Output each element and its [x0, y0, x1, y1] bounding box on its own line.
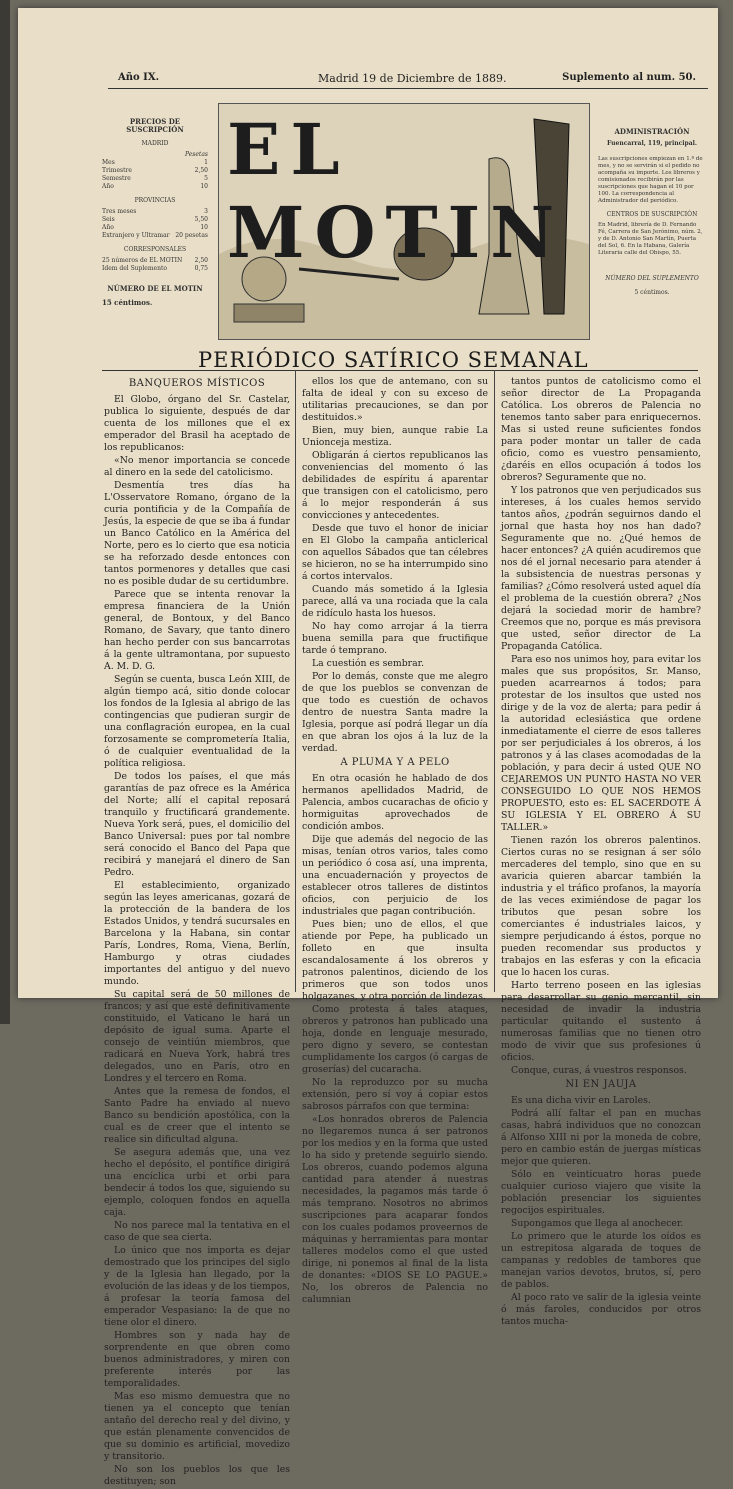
price-row-value: 20 pesetas [175, 232, 208, 239]
paragraph: Se asegura además que, una vez hecho el depósito, el pontífice dirigirá una encíclica urbi et orbi para bendecir á todos los que, siguiendo su ejemplo, coloquen fondos en aquella caja. [104, 1147, 290, 1218]
numero-label: NÚMERO DE EL MOTIN [107, 284, 203, 293]
price-row [102, 159, 208, 167]
paragraph: El establecimiento, organizado según las leyes americanas, gozará de la protección de la bandera de los Estados Unidos, y tendrá sucursales en Barcelona y la Habana, sin contar París, Londres, Roma, Viena, Berlín, Hamburgo y otras ciudades importantes del antiguo y del nuevo mundo. [104, 880, 290, 987]
date: Madrid 19 de Diciembre de 1889. [318, 72, 507, 85]
price-row-value: 5,50 [194, 216, 208, 223]
price-row [102, 167, 208, 175]
price-row-value: 3 [204, 208, 208, 215]
price-row-label: Extranjero y Ultramar [102, 232, 170, 239]
price-row-value: 0,75 [194, 265, 208, 272]
subtitle: PERIÓDICO SATÍRICO SEMANAL [198, 348, 589, 372]
paragraph: tantos puntos de catolicismo como el señor director de La Propaganda Católica. Los obreros de Palencia no tenemos tanto saber para enriquecernos. Mas si usted reune suficientes fondos para poder montar un taller de cada oficio, como es vuestro pensamiento, ¿daréis en ellos ocupación á todos los obreros? Seguramente que no. [501, 376, 701, 483]
price-row-label: Idem del Suplemento [102, 265, 167, 272]
masthead-title: EL MOTIN [227, 108, 565, 274]
centros-title: CENTROS DE SUSCRIPCIÓN [606, 211, 698, 218]
paragraph: Según se cuenta, busca León XIII, de algún tiempo acá, sitio donde colocar los fondos de la Iglesia al abrigo de las contingencias que pudieran surgir de una conflagración europea, en la cual forzosamente se comprometería Italia, ó de cualquier eventualidad de la política religiosa. [104, 674, 290, 769]
paragraph: Conque, curas, á vuestros responsos. [511, 1065, 687, 1076]
paragraph: La cuestión es sembrar. [312, 658, 425, 669]
subtitle-rule [102, 370, 698, 371]
paragraph: Al poco rato ve salir de la iglesia veinte ó más faroles, conducidos por otros tantos mucha- [501, 1292, 701, 1327]
paragraph: Su capital será de 50 millones de francos; y así que esté definitivamente constituido, el Vaticano le hará un depósito de igual suma. Aparte el consejo de veintiún miembros, que radicará en Nueva York, habrá tres delegados, uno en París, otro en Londres y el tercero en Roma. [104, 989, 290, 1084]
price-row [102, 232, 208, 240]
pesetas-label: Pesetas [184, 151, 208, 158]
suplemento-price: 5 céntimos. [634, 289, 670, 296]
paragraph: Es una dicha vivir en Laroles. [511, 1095, 651, 1106]
books-drawing [234, 304, 304, 322]
paragraph: Podrá allí faltar el pan en muchas casas, habrá individuos que no conozcan á Alfonso XIII ni por la moneda de cobre, pero en cambio están de juergas místicas mejor que quieren. [501, 1108, 701, 1167]
right-sidebar [598, 128, 706, 297]
paragraph: ellos los que de antemano, con su falta de ideal y con su exceso de utilitarias precauciones, se dan por destituidos.» [302, 376, 488, 423]
corresponsales-label: CORRESPONSALES [123, 246, 187, 253]
left-sidebar [102, 118, 208, 307]
column-3 [501, 376, 701, 1329]
price-row-label: Seis [102, 216, 115, 223]
price-row-value: 10 [200, 183, 208, 190]
price-row-value: 2,50 [194, 257, 208, 264]
article-heading-banqueros: BANQUEROS MÍSTICOS [128, 378, 266, 389]
paragraph: Por lo demás, conste que me alegro de que los pueblos se convenzan de que todo es cuestión de ochavos dentro de nuestra Santa madre la Iglesia, porque así podrá llegar un día en que abran los ojos á la luz de la verdad. [302, 671, 488, 754]
suplemento-label: NÚMERO DEL SUPLEMENTO [605, 275, 699, 282]
paragraph: Lo primero que le aturde los oídos es un estrepitosa algarada de toques de campanas y redobles de tambores que manejan varios devotos, brutos, sí, pero de pablos. [501, 1231, 701, 1290]
paragraph: No nos parece mal la tentativa en el caso de que sea cierta. [104, 1220, 290, 1243]
price-row [102, 257, 208, 265]
column-2 [302, 376, 488, 1307]
article-heading-pluma: A PLUMA Y A PELO [340, 757, 450, 768]
paragraph: Obligarán á ciertos republicanos las conveniencias del momento ó las debilidades de espíritu á aparentar que transigen con el catolicismo, pero á lo mejor responderán á sus convicciones y antecedentes. [302, 450, 488, 521]
header-rule [108, 88, 708, 89]
price-row-label: Mes [102, 159, 115, 166]
price-row-value: 2,50 [194, 167, 208, 174]
price-row-label: Año [102, 183, 114, 190]
paragraph: Parece que se intenta renovar la empresa financiera de la Unión general, de Bontoux, y del Banco Romano, de Savary, que tanto dinero han hecho perder con sus bancarrotas á la gente ultramontana, por supuesto A. M. D. G. [104, 589, 290, 672]
price-row [102, 216, 208, 224]
paragraph: Hombres son y nada hay de sorprendente en que obren como buenos administradores, y miren con preferente interés por las temporalidades. [104, 1330, 290, 1389]
paragraph: Tienen razón los obreros palentinos. Ciertos curas no se resignan á ser sólo mercaderes del templo, sino que en su avaricia quieren abarcar también la industria y el tráfico profanos, la mayoría de las veces eximiéndose de pagar los tributos que pesan sobre los comerciantes é industriales laicos, y siempre perjudicando á éstos, porque no pueden recomendar sus productos y trabajos en las esferas y con la eficacia que lo hacen los curas. [501, 835, 701, 978]
paragraph: Dije que además del negocio de las misas, tenían otros varios, tales como un periódico ó cosa así, una imprenta, una encuadernación y proyectos de establecer otros talleres de distintos oficios, con perjuicio de los industriales que pagan contribución. [302, 834, 488, 917]
admin-address: Fuencarral, 119, principal. [607, 140, 697, 147]
price-row-label: Tres meses [102, 208, 137, 215]
paragraph: Cuando más sometido á la Iglesia parece, allá va una rociada que la cala de ridículo hasta los huesos. [302, 584, 488, 619]
paragraph: Harto terreno poseen en las iglesias para desarrollar su genio mercantil, sin necesidad de invadir la industria particular quitando el sustento á numerosas familias que no tienen otro modo de vivir que sus profesiones ú oficios. [501, 980, 701, 1063]
price-row-label: Trimestre [102, 167, 132, 174]
paragraph: «Los honrados obreros de Palencia no llegaremos nunca á ser patronos por los medios y en la forma que usted lo ha sido y pretende seguirlo siendo. Los obreros, cuando podemos alguna cantidad para atender á nuestras necesidades, la pagamos más tarde ó más temprano. Nosotros no abrimos suscripciones para acaparar fondos con los cuales podamos proveernos de máquinas y herramientas para montar talleres modelos como el que usted dirige, ni ponemos al final de la lista de donantes: «DIOS SE LO PAGUE.» No, los obreros de Palencia no calumnian [302, 1114, 488, 1305]
provincias-label: PROVINCIAS [134, 197, 176, 204]
price-row-value: 5 [204, 175, 208, 182]
paragraph: Como protesta á tales ataques, obreros y patronos han publicado una hoja, donde en lenguaje mesurado, pero digno y severo, se contestan cumplidamente los cargos (ó cargas de groserías) del cucaracha. [302, 1004, 488, 1075]
year: Año IX. [118, 72, 160, 83]
paragraph: «No menor importancia se concede al dinero en la sede del catolicismo. [104, 455, 290, 478]
administracion-title: ADMINISTRACIÓN [614, 127, 690, 136]
price-row-value: 1 [204, 159, 208, 166]
price-row-label: 25 números de EL MOTIN [102, 257, 183, 264]
paragraph: Pues bien; uno de ellos, el que atiende por Pepe, ha publicado un folleto en que insulta escandalosamente á los obreros y patronos palentinos, diciendo de los primeros que son todos unos holgazanes, y otra porción de lindezas. [302, 919, 488, 1002]
paragraph: Mas eso mismo demuestra que no tienen ya el concepto que tenían antaño del derecho real y del divino, y que están plenamente convencidos de que su dominio es artificial, movedizo y transitorio. [104, 1391, 290, 1462]
centros-text: En Madrid, librería de D. Fernando Fé, Carrera de San Jerónimo, núm. 2, y de D. Antonio San Martín, Puerta del Sol, 6. En la Habana, Galería Literaria calle del Obispo, 55. [598, 222, 703, 256]
newspaper-page [18, 8, 718, 1487]
paragraph: No hay como arrojar á la tierra buena semilla para que fructifique tarde ó temprano. [302, 621, 488, 656]
column-1 [104, 376, 290, 1489]
column-divider [494, 370, 495, 992]
paragraph: Desmentía tres días ha L'Osservatore Romano, órgano de la curia pontificia y de la Compañía de Jesús, la especie de que se iba á fundar un Banco Católico en la América del Norte, pero es lo cierto que esa noticia se ha reforzado desde entonces con tantos pormenores y detalles que casi no es posible dudar de su certidumbre. [104, 480, 290, 587]
book-spine [0, 0, 10, 1024]
column-divider [295, 370, 296, 992]
paragraph: Bien, muy bien, aunque rabie La Unionceja mestiza. [302, 425, 488, 448]
paragraph: Antes que la remesa de fondos, el Santo Padre ha enviado al nuevo Banco su bendición apostólica, con la cual es de creer que el intento se realice sin dificultad alguna. [104, 1086, 290, 1145]
paragraph: Para eso nos unimos hoy, para evitar los males que sus propósitos, Sr. Manso, pueden acarrearnos á todos; para protestar de los insultos que usted nos dirige y de la voz de alerta; para pedir á la autoridad eclesiástica que ordene inmediatamente el cierre de esos talleres por ser perjudiciales á los obreros, á los patronos y á las clases acomodadas de la población, y para decir á usted QUE NO CEJAREMOS UN PUNTO HASTA NO VER CONSEGUIDO LO QUE NOS HEMOS PROPUESTO, esto es: EL SACERDOTE Á SU IGLESIA Y EL OBRERO Á SU TALLER.» [501, 654, 701, 833]
price-row [102, 183, 208, 191]
price-row-value: 10 [200, 224, 208, 231]
paragraph: Desde que tuvo el honor de iniciar en El Globo la campaña anticlerical con aquellos Sábados que tan célebres se hicieron, no se ha interrumpido sino á cortos intervalos. [302, 523, 488, 582]
price-row [102, 265, 208, 273]
paragraph: Supongamos que llega al anochecer. [511, 1218, 684, 1229]
paragraph: Y los patronos que ven perjudicados sus intereses, á los cuales hemos servido tantos años, ¿podrán seguirnos dando el jornal que hasta hoy nos han dado? Seguramente que no. ¿Qué hemos de hacer entonces? ¿A quién acudiremos que nos dé el jornal necesario para atender á la subsistencia de nuestras personas y familias? ¿Cómo resolverá usted aquel día el problema de la cuestión obrera? ¿Nos dejará la sociedad morir de hambre? Creemos que no, porque es más previsora que usted, señor director de La Propaganda Católica. [501, 485, 701, 652]
madrid-label: MADRID [141, 140, 169, 147]
paragraph: En otra ocasión he hablado de dos hermanos apellidados Madrid, de Palencia, ambos cucarachas de oficio y hormiguitas aprovechados de condición ambos. [302, 773, 488, 832]
price-row [102, 175, 208, 183]
paragraph: Sólo en veinticuatro horas puede cualquier curioso viajero que visite la población presenciar los siguientes regocijos espirituales. [501, 1169, 701, 1216]
numero-price: 15 céntimos. [102, 298, 153, 307]
paragraph: De todos los países, el que más garantías de paz ofrece es la América del Norte; allí el capital reposará tranquilo y fructificará grandemente. Nueva York será, pues, el domicilio del Banco Universal: pues por tal nombre será conocido el Banco del Papa que recibirá y manejará el dinero de San Pedro. [104, 771, 290, 878]
subscription-title: PRECIOS DE SUSCRIPCIÓN [126, 117, 184, 134]
supplement: Suplemento al num. 50. [562, 72, 696, 83]
admin-note: Las suscripciones empiezan en 1.º de mes, y no se servirán si el pedido no acompaña su importe. Los libreros y comisionados recibirán por las suscripciones que hagan el 10 por 100. La correspondencia al Administrador del periódico. [598, 156, 703, 204]
article-heading-jauja: NI EN JAUJA [565, 1079, 637, 1090]
paragraph: El Globo, órgano del Sr. Castelar, publica lo siguiente, después de dar cuenta de los millones que el ex emperador del Brasil ha aceptado de los republicanos: [104, 394, 290, 453]
price-row-label: Semestre [102, 175, 131, 182]
paragraph: No la reproduzco por su mucha extensión, pero sí voy á copiar estos sabrosos párrafos con que termina: [302, 1077, 488, 1112]
price-row [102, 208, 208, 216]
masthead-illustration [218, 103, 590, 340]
price-row [102, 224, 208, 232]
price-row-label: Año [102, 224, 114, 231]
paragraph: Lo único que nos importa es dejar demostrado que los principes del siglo y de la Iglesia han llegado, por la evolución de las ideas y de los tiempos, á profesar la teoría famosa del emperador Vespasiano: la de que no tiene olor el dinero. [104, 1245, 290, 1328]
paragraph: No son los pueblos los que les destituyen; son [104, 1464, 290, 1487]
